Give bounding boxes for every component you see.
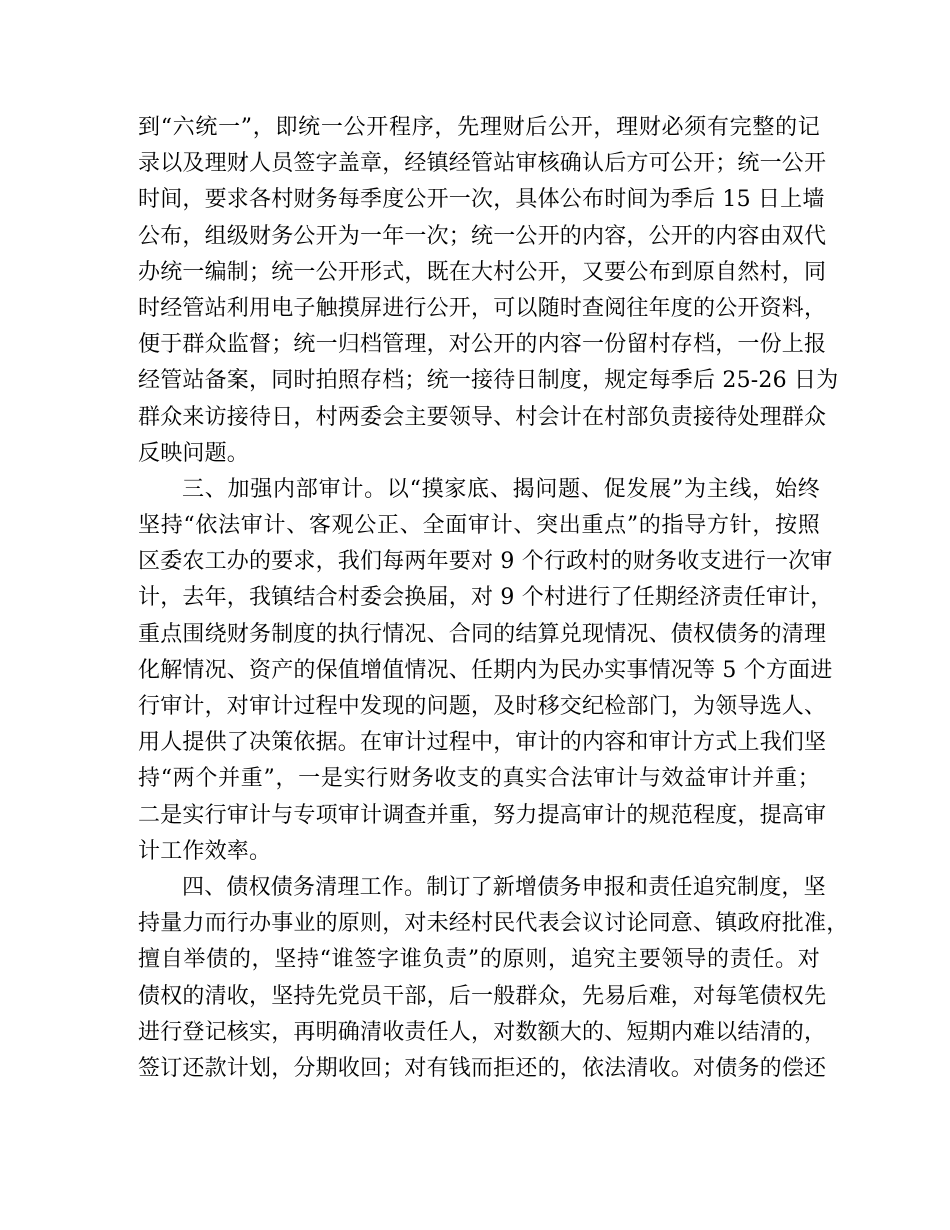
document-body-text: [138, 110, 849, 1087]
paragraph-first-line: 三、加强内部审计。以“摸家底、揭问题、促发展”为主线，始终: [182, 476, 820, 502]
text-line: 进行登记核实，再明确清收责任人，对数额大的、短期内难以结清的，: [138, 1019, 827, 1045]
text-line: 群众来访接待日，村两委会主要领导、村会计在村部负责接待处理群众: [138, 404, 827, 430]
text-line: 区委农工办的要求，我们每两年要对 9 个行政村的财务收支进行一次审: [138, 549, 833, 575]
text-line: 计，去年，我镇结合村委会换届，对 9 个村进行了任期经济责任审计，: [138, 585, 833, 611]
text-line: 坚持“依法审计、客观公正、全面审计、突出重点”的指导方针，按照: [138, 513, 820, 539]
text-line: 便于群众监督；统一归档管理，对公开的内容一份留村存档，一份上报: [138, 332, 827, 358]
text-line: 公布，组级财务公开为一年一次；统一公开的内容，公开的内容由双代: [138, 223, 827, 249]
text-line: 化解情况、资产的保值增值情况、任期内为民办实事情况等 5 个方面进: [138, 657, 833, 683]
text-line: 擅自举债的，坚持“谁签字谁负责”的原则，追究主要领导的责任。对: [138, 947, 820, 973]
text-line: 重点围绕财务制度的执行情况、合同的结算兑现情况、债权债务的清理: [138, 621, 827, 647]
text-line: 持“两个并重”，一是实行财务收支的真实合法审计与效益审计并重；: [138, 766, 820, 792]
text-line: 持量力而行办事业的原则，对未经村民代表会议讨论同意、镇政府批准，: [138, 911, 849, 937]
text-line: 办统一编制；统一公开形式，既在大村公开，又要公布到原自然村，同: [138, 259, 827, 285]
text-line: 行审计，对审计过程中发现的问题，及时移交纪检部门，为领导选人、: [138, 694, 827, 719]
paragraph-first-line: 四、债权债务清理工作。制订了新增债务申报和责任追究制度，坚: [182, 874, 826, 900]
text-line: 计工作效率。: [138, 838, 272, 864]
text-line: 时间，要求各村财务每季度公开一次，具体公布时间为季后 15 日上墙: [138, 187, 825, 213]
text-line: 签订还款计划，分期收回；对有钱而拒还的，依法清收。对债务的偿还: [138, 1055, 827, 1081]
text-line: 二是实行审计与专项审计调查并重，努力提高审计的规范程度，提高审: [138, 802, 827, 828]
text-line: 录以及理财人员签字盖章，经镇经管站审核确认后方可公开；统一公开: [138, 151, 827, 177]
text-line: 债权的清收，坚持先党员干部，后一般群众，先易后难，对每笔债权先: [138, 983, 827, 1009]
text-line: 经管站备案，同时拍照存档；统一接待日制度，规定每季后 25-26 日为: [138, 368, 839, 394]
text-line: 时经管站利用电子触摸屏进行公开，可以随时查阅往年度的公开资料，: [138, 295, 827, 321]
text-line: 用人提供了决策依据。在审计过程中，审计的内容和审计方式上我们坚: [138, 730, 827, 756]
text-line: 到“六统一”，即统一公开程序，先理财后公开，理财必须有完整的记: [138, 115, 820, 140]
text-line: 反映问题。: [138, 440, 250, 466]
